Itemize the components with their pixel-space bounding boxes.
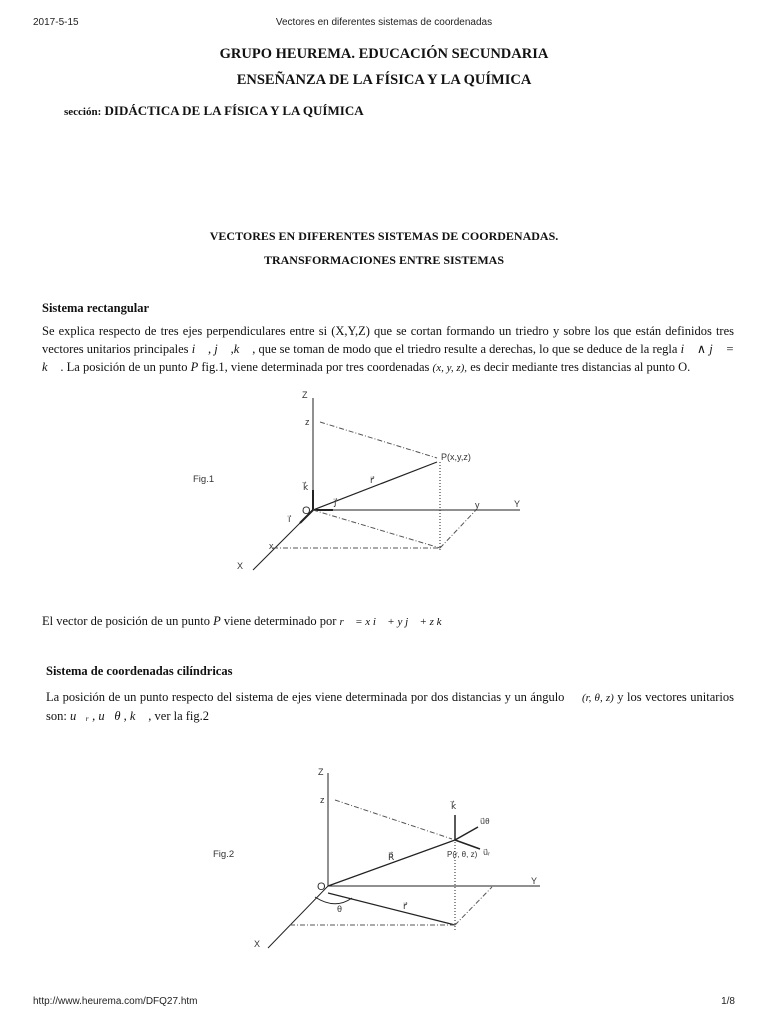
print-title: Vectores en diferentes sistemas de coordenadas bbox=[275, 17, 493, 28]
fig1-y-label: Y bbox=[514, 499, 521, 509]
text: Se explica respecto de tres ejes perpendiculares entre si (X,Y,Z) que se cortan formando un triedro y sobre los que están definidos tres vectores unitarios principales bbox=[42, 324, 734, 356]
text: El vector de posición de un punto bbox=[42, 614, 211, 628]
fig1-i: i⃗ bbox=[288, 514, 291, 524]
fig1-r: r⃗ bbox=[370, 475, 374, 485]
fig1-x-tick: x bbox=[269, 541, 274, 551]
org-subtitle: ENSEÑANZA DE LA FÍSICA Y LA QUÍMICA bbox=[236, 72, 532, 88]
text: es decir mediante tres distancias al punto O. bbox=[470, 360, 691, 374]
x-axis-2 bbox=[268, 886, 328, 948]
unit-vectors: i⃗ , j⃗ ,k⃗ bbox=[191, 342, 250, 356]
ur-unit bbox=[455, 840, 480, 849]
text: . La posición de un punto bbox=[60, 360, 188, 374]
rule-formula: i⃗ ∧ j⃗ = k⃗ bbox=[42, 342, 735, 374]
fig2-R: R⃗ bbox=[388, 852, 395, 862]
fig1-j: j⃗ bbox=[334, 497, 337, 507]
utheta-unit bbox=[455, 827, 478, 840]
fig2-caption: Fig.2 bbox=[213, 849, 235, 860]
unit-vectors: u⃗ᵣ , u⃗θ , k⃗ bbox=[69, 709, 146, 723]
article-subtitle: TRANSFORMACIONES ENTRE SISTEMAS bbox=[263, 253, 505, 267]
fig2-origin: O bbox=[317, 881, 326, 893]
point-p: P bbox=[213, 614, 221, 628]
fig1-z-tick: z bbox=[305, 417, 310, 427]
fig2-y-label: Y bbox=[531, 876, 538, 886]
fig2-theta: θ bbox=[337, 904, 343, 914]
fig1-point: P(x,y,z) bbox=[441, 452, 471, 462]
position-formula: r⃗ = x i⃗ + y j⃗ + z k⃗ bbox=[339, 616, 451, 628]
org-title: GRUPO HEUREMA. EDUCACIÓN SECUNDARIA bbox=[219, 46, 549, 62]
coords: (r, θ, z) bbox=[581, 692, 614, 704]
fig2-r: r⃗ bbox=[403, 901, 407, 911]
text: , que se toman de modo que el triedro resulte a derechas, lo que se deduce de la regla bbox=[252, 342, 678, 356]
fig1-origin: O bbox=[302, 505, 311, 517]
section-label: sección: bbox=[64, 106, 102, 118]
fig1-caption: Fig.1 bbox=[193, 474, 215, 485]
text: fig.1, viene determinada por tres coordenadas bbox=[201, 360, 430, 374]
fig2-ur: u⃗ᵣ bbox=[483, 848, 490, 857]
point-p: P bbox=[190, 360, 199, 374]
fig1-k: k⃗ bbox=[303, 482, 309, 492]
section-value: DIDÁCTICA DE LA FÍSICA Y LA QUÍMICA bbox=[104, 103, 364, 118]
fig1-x-label: X bbox=[237, 561, 244, 571]
article-title: VECTORES EN DIFERENTES SISTEMAS DE COORDENADAS. bbox=[209, 229, 559, 243]
heading-rectangular: Sistema rectangular bbox=[42, 301, 150, 315]
text: y los vectores unitarios son: bbox=[46, 690, 735, 723]
fig2-point: P(r, θ, z) bbox=[447, 850, 478, 859]
fig2-z-label: Z bbox=[318, 767, 324, 777]
text: La posición de un punto respecto del sistema de ejes viene determinada por dos distancias y un ángulo bbox=[46, 690, 565, 704]
text: , ver la fig.2 bbox=[148, 709, 210, 723]
r-vector bbox=[328, 893, 455, 925]
R-vector bbox=[328, 840, 455, 886]
fig1-z-label: Z bbox=[302, 390, 308, 400]
paragraph-position-vector bbox=[42, 612, 742, 631]
footer-url[interactable]: http://www.heurema.com/DFQ27.htm bbox=[33, 996, 198, 1007]
page-number: 1/8 bbox=[721, 996, 735, 1007]
heading-cylindrical: Sistema de coordenadas cilíndricas bbox=[46, 664, 233, 678]
fig2-z-tick: z bbox=[320, 795, 325, 805]
fig1-y-tick: y bbox=[475, 500, 480, 510]
fig2-x-label: X bbox=[254, 939, 261, 949]
position-vector bbox=[313, 462, 437, 510]
fig2-k: k⃗ bbox=[451, 801, 457, 811]
fig2-utheta: u⃗θ bbox=[480, 817, 490, 826]
paragraph-cylindrical bbox=[46, 688, 734, 725]
text: viene determinado por bbox=[223, 614, 337, 628]
coords: (x, y, z), bbox=[432, 362, 468, 374]
print-date: 2017-5-15 bbox=[33, 17, 79, 28]
